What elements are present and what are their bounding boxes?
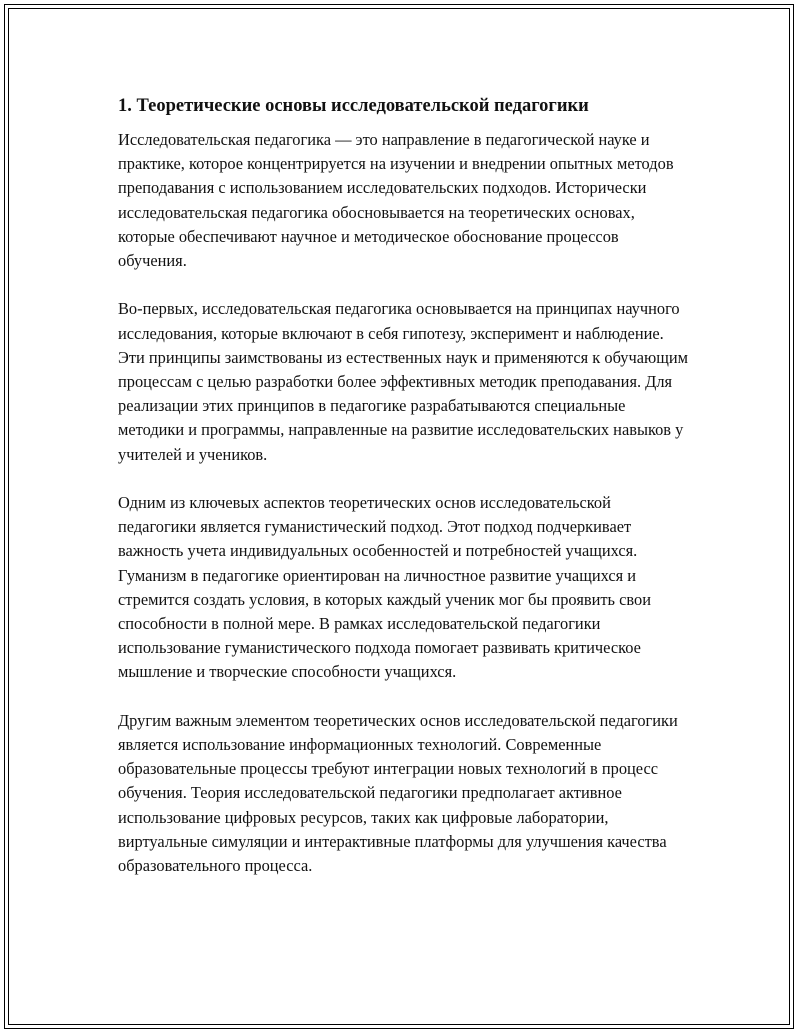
- paragraph-4: Другим важным элементом теоретических основ исследовательской педагогики является использование информационных технологий. Современные образовательные процессы требуют интеграции новых технологий в процесс обучения. Теория исследовательской педагогики предполагает активное использование цифровых ресурсов, таких как цифровые лаборатории, виртуальные симуляции и интерактивные платформы для улучшения качества образовательного процесса.: [118, 710, 678, 876]
- paragraph-1: Исследовательская педагогика — это направление в педагогической науке и практике, которое концентрируется на изучении и внедрении опытных методов преподавания с использованием исследовательских подходов. Исторически исследовательская педагогика обосновывается на теоретических основах, которые обеспечивают научное и методическое обоснование процессов обучения.: [118, 130, 674, 271]
- document-body: [118, 94, 688, 902]
- section-title: 1. Теоретические основы исследовательской педагогики: [118, 96, 589, 116]
- paragraph-2: Во-первых, исследовательская педагогика основывается на принципах научного исследования, которые включают в себя гипотезу, эксперимент и наблюдение. Эти принципы заимствованы из естественных наук и применяются к обучающим процессам с целью разработки более эффективных методик преподавания. Для реализации этих принципов в педагогике разрабатываются специальные методики и программы, направленные на развитие исследовательских навыков у учителей и учеников.: [118, 299, 689, 464]
- paragraph-3: Одним из ключевых аспектов теоретических основ исследовательской педагогики является гуманистический подход. Этот подход подчеркивает важность учета индивидуальных особенностей и потребностей учащихся. Гуманизм в педагогике ориентирован на личностное развитие учащихся и стремится создать условия, в которых каждый ученик мог бы проявить свои способности в полной мере. В рамках исследовательской педагогики использование гуманистического подхода помогает развивать критическое мышление и творческие способности учащихся.: [118, 493, 651, 682]
